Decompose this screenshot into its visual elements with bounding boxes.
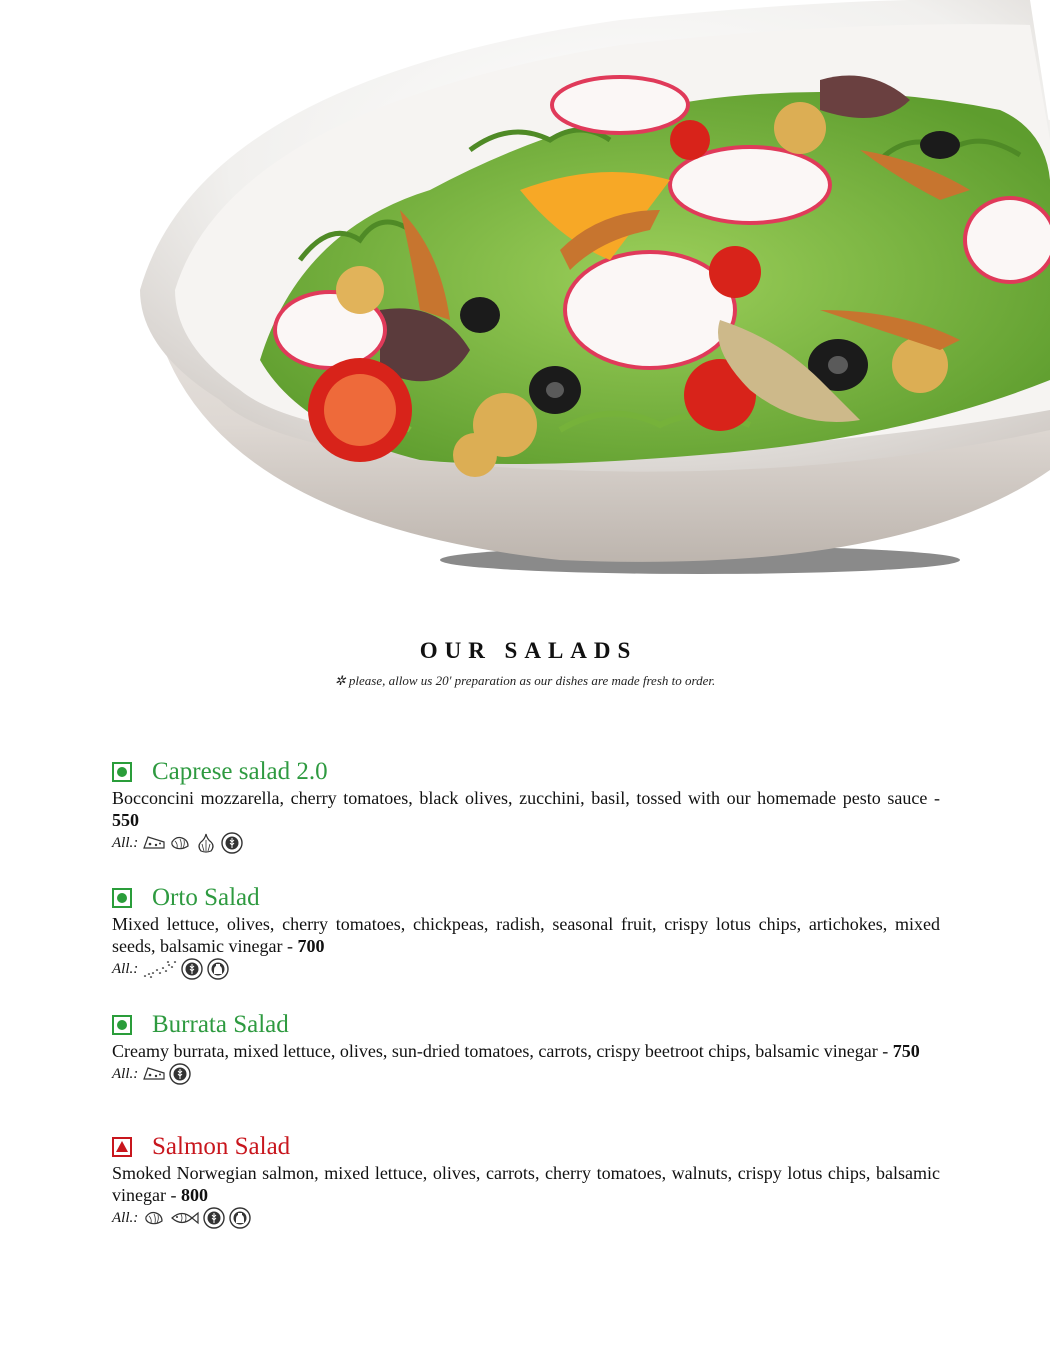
item-price: 700 [297, 936, 325, 956]
allergen-row [112, 1062, 940, 1086]
item-price: 550 [112, 810, 139, 830]
veg-marker-icon [112, 1015, 132, 1035]
page-title: OUR SALADS [419, 638, 638, 663]
allergen-row [112, 957, 940, 981]
item-name: Burrata Salad [152, 1011, 289, 1038]
allergen-label: All.: [112, 1209, 139, 1226]
cheese-icon [142, 832, 166, 854]
fish-icon [168, 1207, 200, 1229]
garlic-icon [194, 832, 218, 854]
description-text: Bocconcini mozzarella, cherry tomatoes, black olives, zucchini, basil, tossed with our homemade pesto sauce - [112, 788, 940, 808]
nuts-icon [142, 1207, 166, 1229]
description-text: Smoked Norwegian salmon, mixed lettuce, olives, carrots, cherry tomatoes, walnuts, crispy lotus chips, balsamic vinegar - [112, 1163, 940, 1205]
item-price: 800 [180, 1185, 208, 1205]
allergen-label: All.: [112, 1065, 139, 1082]
salad-bowl-photo [0, 0, 1050, 600]
sulphite-icon [206, 958, 230, 980]
item-price: 750 [892, 1041, 920, 1061]
item-description [112, 913, 940, 957]
allergen-row [112, 1206, 940, 1230]
veg-marker-icon [112, 762, 132, 782]
allergen-row [112, 831, 940, 855]
menu-item [112, 883, 940, 981]
gluten-icon [220, 832, 244, 854]
gluten-icon [168, 1063, 192, 1085]
veg-marker-icon [112, 888, 132, 908]
gluten-icon [180, 958, 204, 980]
description-text: Creamy burrata, mixed lettuce, olives, sun-dried tomatoes, carrots, crispy beetroot chips, balsamic vinegar - [112, 1041, 893, 1061]
sulphite-icon [228, 1207, 252, 1229]
item-description [112, 787, 940, 831]
description-text: Mixed lettuce, olives, cherry tomatoes, chickpeas, radish, seasonal fruit, crispy lotus chips, artichokes, mixed seeds, balsamic vinegar - [112, 914, 940, 956]
menu-item [112, 1132, 940, 1230]
menu-item [112, 757, 940, 855]
non-veg-marker-icon [112, 1137, 132, 1157]
nuts-icon [168, 832, 192, 854]
allergen-label: All.: [112, 834, 139, 851]
item-description [112, 1040, 940, 1062]
item-description [112, 1162, 940, 1206]
seeds-icon [142, 958, 178, 980]
cheese-icon [142, 1063, 166, 1085]
gluten-icon [202, 1207, 226, 1229]
menu-heading [0, 638, 1050, 689]
item-name: Salmon Salad [152, 1133, 291, 1160]
preparation-note: ✲ please, allow us 20' preparation as our dishes are made fresh to order. [334, 673, 716, 688]
menu-item [112, 1010, 940, 1086]
allergen-label: All.: [112, 960, 139, 977]
item-name: Caprese salad 2.0 [152, 758, 328, 785]
item-name: Orto Salad [152, 884, 260, 911]
